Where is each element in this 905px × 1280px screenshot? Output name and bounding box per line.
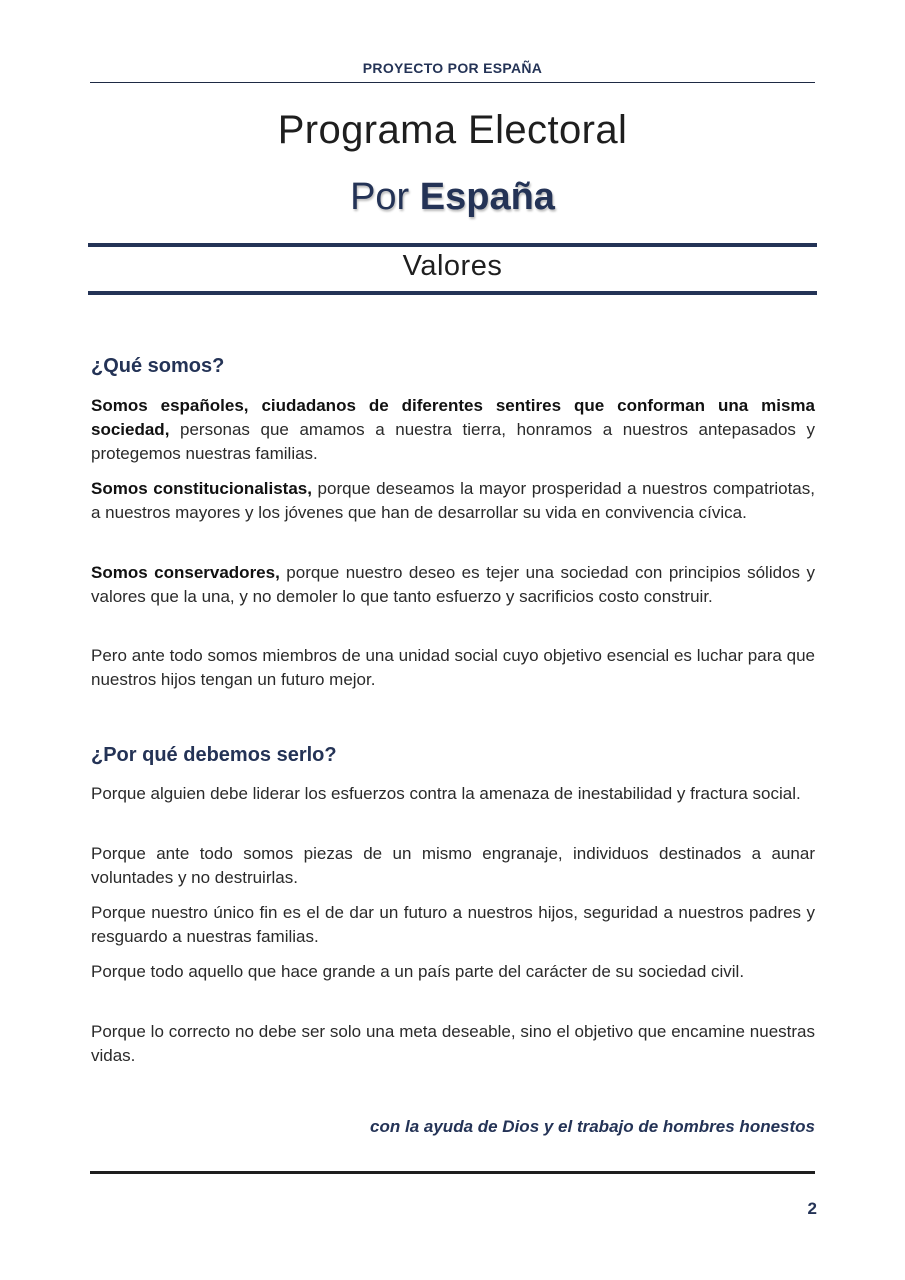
subtitle-bold: España [419, 176, 555, 218]
paragraph [91, 394, 815, 466]
paragraph: Porque alguien debe liderar los esfuerzos contra la amenaza de inestabilidad y fractura social. [91, 784, 801, 803]
paragraph [91, 477, 815, 525]
section-heading-que-somos: ¿Qué somos? [91, 355, 225, 377]
paragraph-text: porque nuestro deseo es tejer una sociedad con principios sólidos y valores que la una, y no demoler lo que tanto esfuerzo y sacrificios costo construir. [91, 563, 815, 606]
paragraph [91, 561, 815, 609]
section-band-title: Valores [402, 250, 503, 282]
subtitle-regular: Por [350, 176, 410, 218]
band-rule-bottom [88, 291, 817, 295]
paragraph-text: Pero ante todo somos miembros de una unidad social cuyo objetivo esencial es luchar para que nuestros hijos tengan un futuro mejor. [91, 646, 815, 689]
closing-motto: con la ayuda de Dios y el trabajo de hombres honestos [370, 1117, 815, 1136]
paragraph-lead: Somos conservadores, [91, 563, 280, 582]
paragraph [91, 644, 815, 692]
paragraph-text: personas que amamos a nuestra tierra, honramos a nuestros antepasados y protegemos nuestras familias. [91, 420, 815, 463]
paragraph-lead: Somos españoles, ciudadanos de diferentes sentires que conforman una misma sociedad, [91, 396, 815, 439]
paragraph: Porque lo correcto no debe ser solo una meta deseable, sino el objetivo que encamine nuestras vidas. [91, 1022, 815, 1065]
paragraph: Porque todo aquello que hace grande a un país parte del carácter de su sociedad civil. [91, 962, 745, 981]
document-title: Programa Electoral [277, 108, 628, 152]
document-subtitle [0, 176, 905, 219]
paragraph-lead: Somos constitucionalistas, [91, 479, 312, 498]
page-number: 2 [807, 1199, 817, 1218]
section-heading-por-que: ¿Por qué debemos serlo? [91, 744, 337, 766]
footer-rule [90, 1171, 815, 1174]
paragraph-text: porque deseamos la mayor prosperidad a nuestros compatriotas, a nuestros mayores y los jóvenes que han de desarrollar su vida en convivencia cívica. [91, 479, 815, 522]
paragraph: Porque nuestro único fin es el de dar un futuro a nuestros hijos, seguridad a nuestros padres y resguardo a nuestras familias. [91, 903, 815, 946]
header-rule [90, 82, 815, 83]
paragraph: Porque ante todo somos piezas de un mismo engranaje, individuos destinados a aunar voluntades y no destruirlas. [91, 844, 815, 887]
band-rule-top [88, 243, 817, 247]
running-header: PROYECTO POR ESPAÑA [362, 60, 543, 76]
